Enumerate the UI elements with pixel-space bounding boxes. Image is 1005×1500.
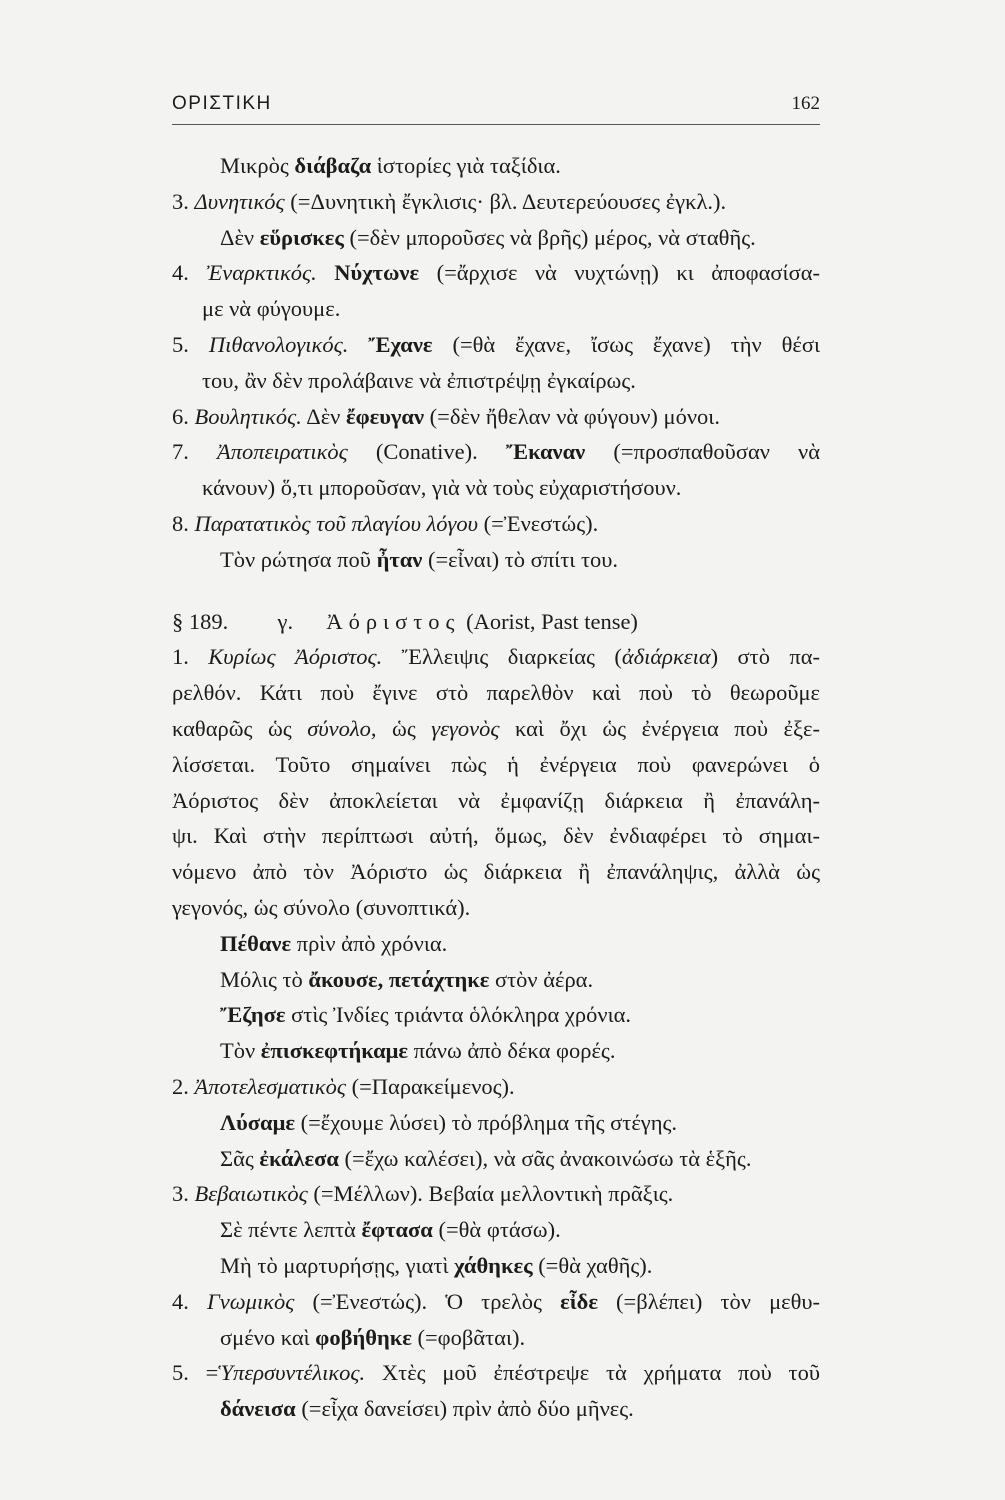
text-line: 5. =Ὑπερσυντέλικος. Χτὲς μοῦ ἐπέστρεψε τὰ χρήματα ποὺ τοῦ (172, 1360, 820, 1386)
section-number: § 189. (172, 608, 229, 634)
text-line: με νὰ φύγουμε. (202, 296, 341, 322)
text-line: 8. Παρατατικὸς τοῦ πλαγίου λόγου (=Ἐνεστώς). (172, 510, 599, 536)
text-line: Μικρὸς διάβαζα ἱστορίες γιὰ ταξίδια. (220, 153, 561, 178)
text-line: 3. Δυνητικός (=Δυνητικὴ ἔγκλισις· βλ. Δευτερεύουσες ἐγκλ.). (172, 188, 727, 214)
section-title: Ἀόριστος (326, 608, 461, 634)
section-subtitle: (Aorist, Past tense) (466, 608, 638, 634)
example-line: Μὴ τὸ μαρτυρήσῃς, γιατὶ χάθηκες (=θὰ χαθῆς). (220, 1252, 653, 1278)
text-line: καθαρῶς ὡς σύνολο, ὡς γεγονὸς καὶ ὄχι ὡς ἐνέργεια ποὺ ἐξε- (172, 715, 820, 741)
example-line: Ἔζησε στὶς Ἰνδίες τριάντα ὁλόκληρα χρόνια. (220, 1002, 632, 1028)
text-line: ρελθόν. Κάτι ποὺ ἔγινε στὸ παρελθὸν καὶ ποὺ τὸ θεωροῦμε (172, 680, 820, 706)
section-gap (172, 578, 820, 604)
text-line: του, ἂν δὲν προλάβαινε νὰ ἐπιστρέψῃ ἐγκαίρως. (202, 367, 636, 393)
text-line: 4. Ἐναρκτικός. Νύχτωνε (=ἄρχισε νὰ νυχτώνῃ) κι ἀποφασίσα- (172, 260, 821, 286)
text-line: κάνουν) ὅ,τι μποροῦσαν, γιὰ νὰ τοὺς εὐχαριστήσουν. (202, 475, 682, 501)
example-line: Σᾶς ἐκάλεσα (=ἔχω καλέσει), νὰ σᾶς ἀνακοινώσω τὰ ἑξῆς. (220, 1145, 752, 1171)
page-body (172, 148, 820, 1427)
section-heading (172, 604, 820, 640)
text-line: σμένο καὶ φοβήθηκε (=φοβᾶται). (220, 1324, 526, 1350)
example-line: Λύσαμε (=ἔχουμε λύσει) τὸ πρόβλημα τῆς στέγης. (220, 1109, 678, 1135)
text-line: γεγονός, ὡς σύνολο (συνοπτικά). (172, 894, 471, 920)
page-number: 162 (791, 93, 820, 114)
text-line: 5. Πιθανολογικός. Ἔχανε (=θὰ ἔχανε, ἴσως ἔχανε) τὴν θέσι (172, 331, 821, 357)
text-line: λίσσεται. Τοῦτο σημαίνει πὼς ἡ ἐνέργεια ποὺ φανερώνει ὁ (172, 751, 820, 777)
example-line: Πέθανε πρὶν ἀπὸ χρόνια. (220, 930, 448, 956)
running-head-title: ΟΡΙΣΤΙΚΗ (172, 93, 272, 114)
text-line: 2. Ἀποτελεσματικὸς (=Παρακείμενος). (172, 1073, 515, 1099)
text-line: 1. Κυρίως Ἀόριστος. Ἔλλειψις διαρκείας (ἀδιάρκεια) στὸ πα- (172, 644, 820, 670)
text-line: 4. Γνωμικὸς (=Ἐνεστώς). Ὁ τρελὸς εἶδε (=βλέπει) τὸν μεθυ- (172, 1288, 821, 1314)
example-line: Τὸν ἐπισκεφτήκαμε πάνω ἀπὸ δέκα φορές. (220, 1038, 616, 1064)
text-line: Ἀόριστος δὲν ἀποκλείεται νὰ ἐμφανίζῃ διάρκεια ἢ ἐπανάλη- (172, 787, 820, 813)
header-rule (172, 124, 820, 125)
running-head (172, 93, 820, 115)
text-line: Δὲν εὕρισκες (=δὲν μποροῦσες νὰ βρῆς) μέρος, νὰ σταθῆς. (220, 224, 756, 250)
example-line: Μόλις τὸ ἄκουσε, πετάχτηκε στὸν ἀέρα. (220, 966, 594, 992)
text-line: νόμενο ἀπὸ τὸν Ἀόριστο ὡς διάρκεια ἢ ἐπανάληψις, ἀλλὰ ὡς (172, 859, 820, 885)
text-line: ψι. Καὶ στὴν περίπτωσι αὐτή, ὅμως, δὲν ἐνδιαφέρει τὸ σημαι- (172, 823, 820, 849)
section-letter: γ. (277, 608, 294, 634)
text-line: 6. Βουλητικός. Δὲν ἔφευγαν (=δὲν ἤθελαν νὰ φύγουν) μόνοι. (172, 403, 720, 429)
text-line: Τὸν ρώτησα ποῦ ἦταν (=εἶναι) τὸ σπίτι του. (220, 546, 619, 572)
text-line: 7. Ἀποπειρατικὸς (Conative). Ἔκαναν (=προσπαθοῦσαν νὰ (172, 439, 821, 465)
text-line: 3. Βεβαιωτικὸς (=Μέλλων). Βεβαία μελλοντικὴ πρᾶξις. (172, 1181, 674, 1207)
example-line: Σὲ πέντε λεπτὰ ἔφτασα (=θὰ φτάσω). (220, 1217, 561, 1243)
text-line: δάνεισα (=εἶχα δανείσει) πρὶν ἀπὸ δύο μῆνες. (220, 1396, 634, 1422)
